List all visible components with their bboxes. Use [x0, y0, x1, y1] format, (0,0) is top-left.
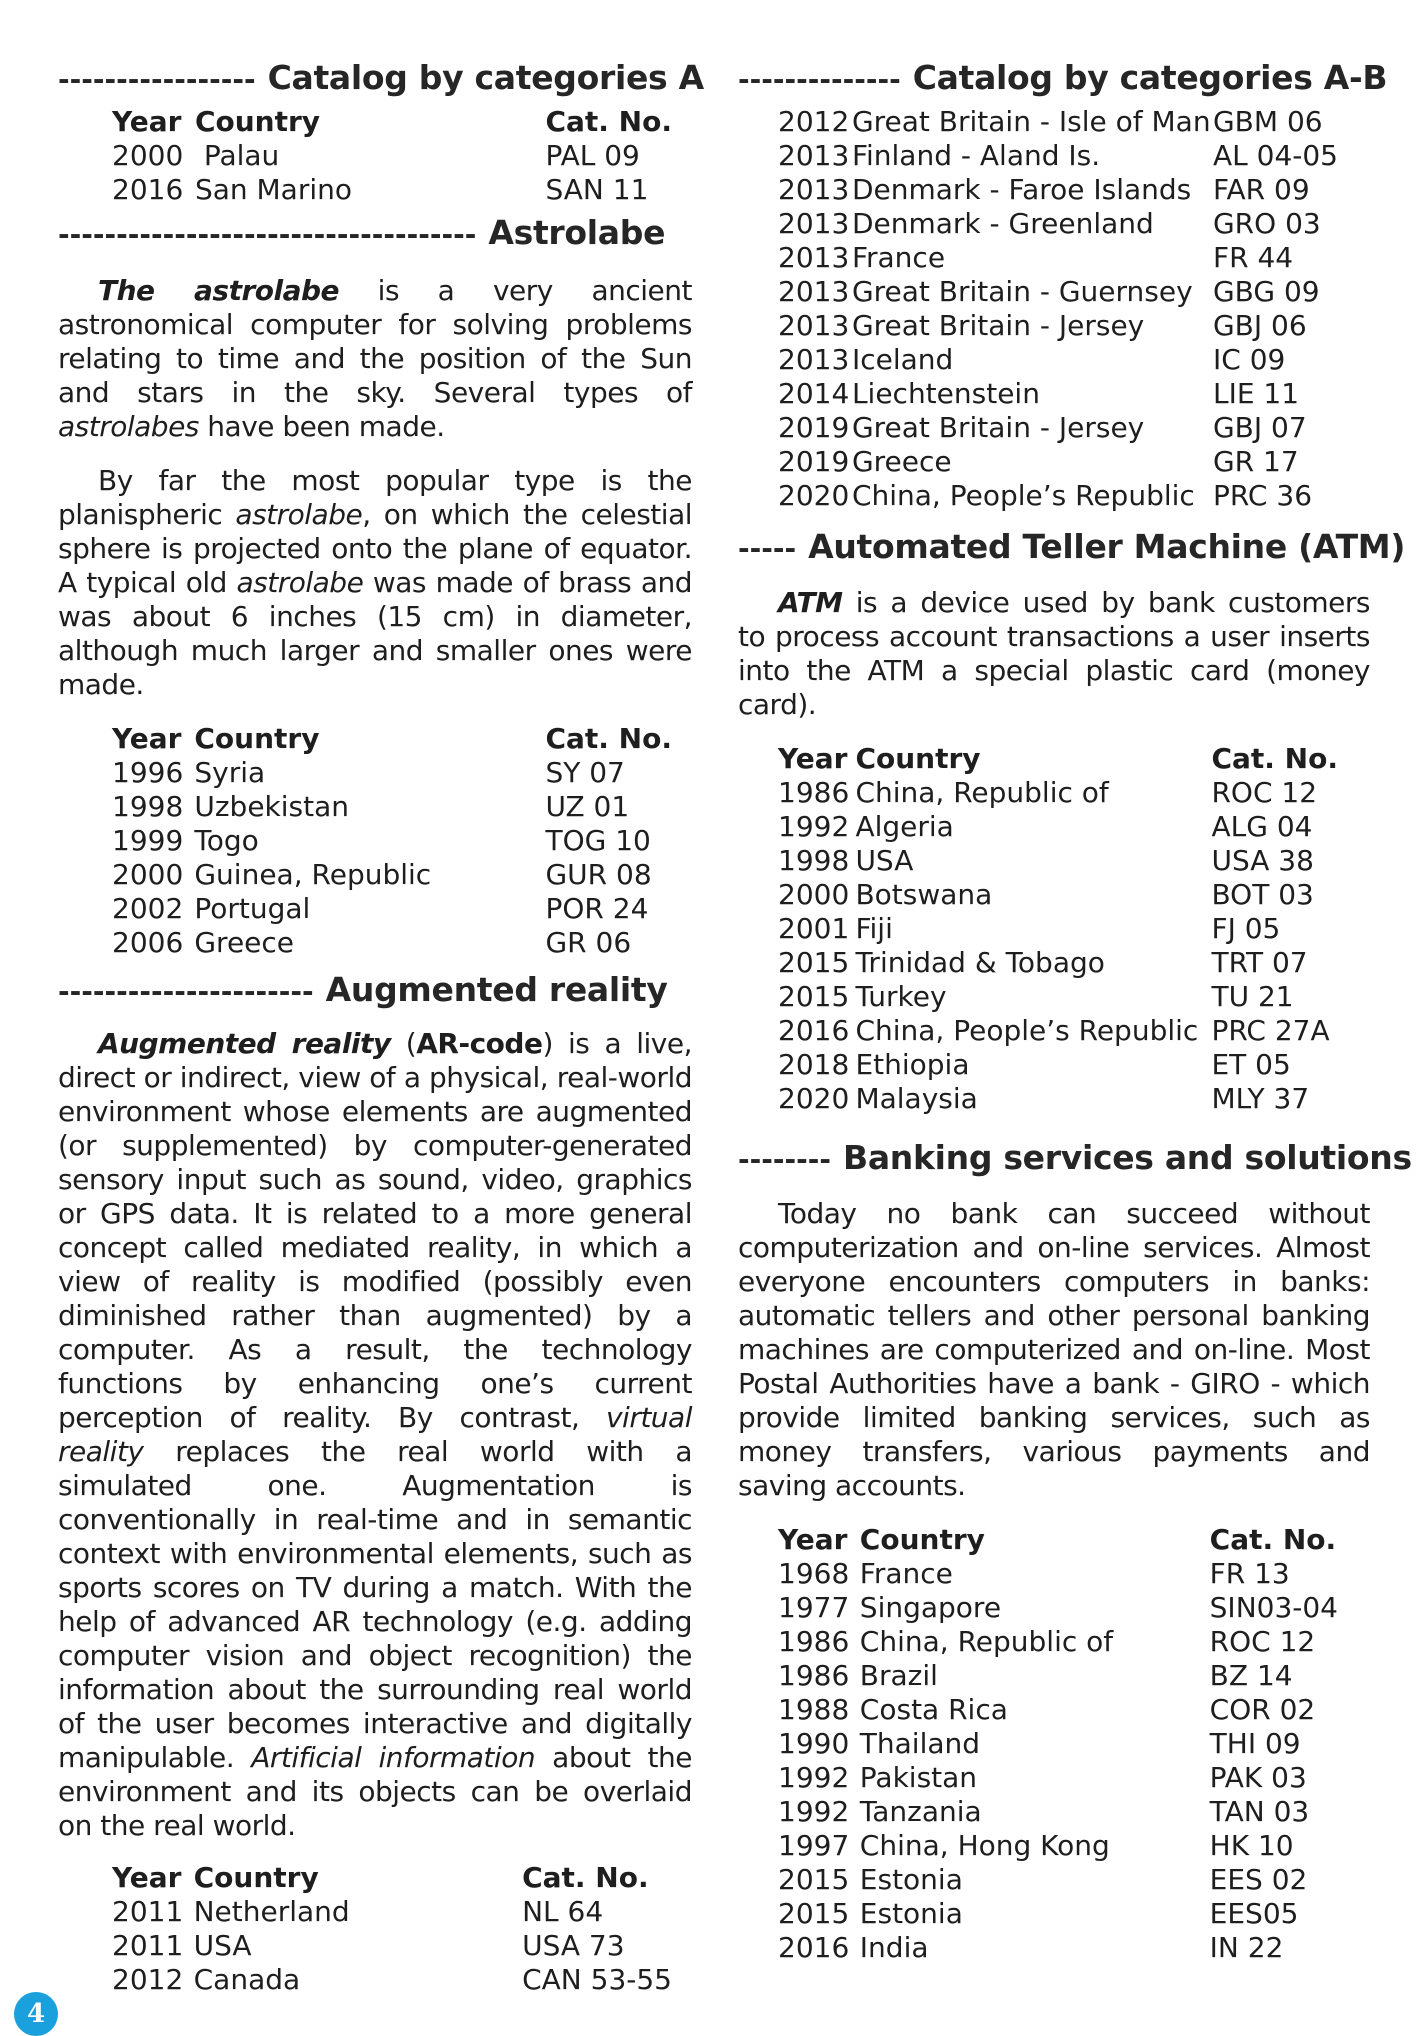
table-header-row — [112, 1861, 672, 1895]
text-run: is a very ancient astronomical computer for solving problems relating to time and the position of the Sun and stars in the sky. Several types of — [58, 274, 692, 409]
cell-year: 2013 — [778, 207, 850, 240]
cell-cat-no: BOT 03 — [1211, 878, 1314, 911]
right-column — [738, 58, 1412, 1965]
cell-cat-no: IC 09 — [1212, 343, 1286, 376]
cell-year: 2015 — [778, 1863, 850, 1896]
table-row — [778, 411, 1338, 445]
cell-country: Singapore — [859, 1591, 1002, 1624]
cell-cat-no: IN 22 — [1209, 1931, 1284, 1964]
table-row — [778, 980, 1338, 1014]
table-row — [112, 139, 672, 173]
table-row — [778, 810, 1338, 844]
cell-year: 2015 — [778, 946, 850, 979]
table-row — [778, 377, 1338, 411]
column-header-country: Country — [193, 1861, 319, 1894]
heading-dashes: ----- — [738, 532, 797, 565]
table-row — [778, 1557, 1338, 1591]
cell-country: Great Britain - Isle of Man — [851, 105, 1211, 138]
cell-country: Botswana — [855, 878, 993, 911]
column-header-year: Year — [778, 1523, 848, 1556]
banking-paragraph — [738, 1197, 1370, 1503]
cell-year: 2012 — [778, 105, 850, 138]
column-header-year: Year — [112, 105, 182, 138]
cell-country: India — [859, 1931, 929, 1964]
table-row — [112, 173, 672, 207]
table-header-row — [778, 742, 1338, 776]
cell-year: 2011 — [112, 1895, 184, 1928]
atm-paragraph — [738, 586, 1370, 722]
cell-country: USA — [855, 844, 914, 877]
table-row — [778, 1863, 1338, 1897]
cell-year: 1998 — [112, 790, 184, 823]
table-row — [112, 1963, 672, 1997]
table-row — [778, 878, 1338, 912]
cell-cat-no: AL 04-05 — [1212, 139, 1338, 172]
table-row — [778, 1693, 1338, 1727]
cell-year: 1997 — [778, 1829, 850, 1862]
cell-cat-no: TU 21 — [1211, 980, 1294, 1013]
text-run: replaces the real world with a simulated one. Augmentation is conventionally in real-time and in semantic context with environmental elements, such as sports scores on TV during a match. With the help of advanced AR technology (e.g. adding computer vision and object recognition) the information about the surrounding real world of the user becomes interactive and digitally manipulable. — [58, 1435, 692, 1774]
cell-year: 1968 — [778, 1557, 850, 1590]
cell-cat-no: USA 73 — [522, 1929, 625, 1962]
table-header-row — [778, 1523, 1338, 1557]
cell-country: Portugal — [194, 892, 311, 925]
cell-country: Liechtenstein — [851, 377, 1040, 410]
cell-year: 2015 — [778, 1897, 850, 1930]
text-run: about the environment and its objects can be overlaid on the real world. — [58, 1741, 693, 1842]
stamp-table-catalog-a-b — [778, 105, 1338, 513]
cell-year: 1986 — [778, 1659, 850, 1692]
heading-title: Augmented reality — [325, 970, 668, 1009]
heading-title: Catalog by categories A — [267, 58, 704, 97]
heading-title: Automated Teller Machine (ATM) — [808, 527, 1406, 566]
table-header-row — [112, 722, 672, 756]
cell-country: China, People’s Republic — [855, 1014, 1199, 1047]
cell-year: 2001 — [778, 912, 850, 945]
cell-year: 1996 — [112, 756, 184, 789]
table-row — [778, 1897, 1338, 1931]
astrolabe-paragraph-2 — [58, 464, 692, 702]
table-row — [112, 790, 672, 824]
cell-country: Thailand — [859, 1727, 981, 1760]
column-header-cat-no: Cat. No. — [1211, 742, 1338, 775]
cell-country: Great Britain - Guernsey — [851, 275, 1193, 308]
heading-title: Astrolabe — [488, 213, 666, 252]
cell-year: 1986 — [778, 1625, 850, 1658]
stamp-table-astrolabe — [112, 722, 672, 960]
cell-cat-no: ALG 04 — [1211, 810, 1313, 843]
table-row — [778, 844, 1338, 878]
column-header-year: Year — [112, 1861, 182, 1894]
cell-year: 1999 — [112, 824, 184, 857]
cell-country: Estonia — [859, 1897, 963, 1930]
cell-cat-no: EES05 — [1209, 1897, 1299, 1930]
cell-cat-no: FR 13 — [1209, 1557, 1290, 1590]
cell-year: 2006 — [112, 926, 184, 959]
term-artificial-information: Artificial information — [251, 1741, 536, 1774]
cell-cat-no: HK 10 — [1209, 1829, 1294, 1862]
cell-year: 2020 — [778, 1082, 850, 1115]
table-header-row — [112, 105, 672, 139]
table-row — [112, 1929, 672, 1963]
table-row — [778, 1761, 1338, 1795]
cell-country: Greece — [851, 445, 952, 478]
cell-cat-no: NL 64 — [522, 1895, 604, 1928]
cell-cat-no: GBJ 07 — [1212, 411, 1307, 444]
cell-country: Denmark - Faroe Islands — [851, 173, 1192, 206]
cell-cat-no: MLY 37 — [1211, 1082, 1310, 1115]
cell-year: 1988 — [778, 1693, 850, 1726]
cell-cat-no: ROC 12 — [1211, 776, 1318, 809]
table-row — [778, 241, 1338, 275]
cell-year: 2013 — [778, 309, 850, 342]
table-row — [778, 1625, 1338, 1659]
heading-title: Catalog by categories A-B — [912, 58, 1388, 97]
table-row — [778, 1727, 1338, 1761]
table-row — [778, 1829, 1338, 1863]
table-row — [778, 1659, 1338, 1693]
column-header-cat-no: Cat. No. — [545, 722, 672, 755]
text-run: have been made. — [198, 410, 445, 443]
stamp-table-augmented-reality — [112, 1861, 672, 1997]
term-virtual-reality: virtual reality — [58, 1401, 692, 1468]
cell-cat-no: SY 07 — [545, 756, 625, 789]
cell-cat-no: UZ 01 — [545, 790, 630, 823]
text-run: ) is a live, direct or indirect, view of a physical, real-world environment whose elements are augmented (or supplemented) by computer-generated sensory input such as sound, video, graphics or GPS data. It is related to a more general concept called mediated reality, in which a view of reality is modified (possibly even diminished rather than augmented) by a computer. As a result, the technology functions by enhancing one’s current perception of reality. By contrast, — [58, 1027, 693, 1434]
table-row — [778, 343, 1338, 377]
cell-year: 2000 — [112, 858, 184, 891]
cell-country: Pakistan — [859, 1761, 978, 1794]
table-row — [112, 1895, 672, 1929]
column-header-country: Country — [194, 722, 320, 755]
cell-cat-no: CAN 53-55 — [522, 1963, 672, 1996]
cell-cat-no: ROC 12 — [1209, 1625, 1316, 1658]
cell-year: 2015 — [778, 980, 850, 1013]
cell-cat-no: PRC 36 — [1212, 479, 1313, 512]
table-row — [778, 912, 1338, 946]
cell-country: Brazil — [859, 1659, 938, 1692]
cell-country: Netherland — [193, 1895, 350, 1928]
cell-year: 2000 — [778, 878, 850, 911]
table-row — [778, 445, 1338, 479]
cell-country: Malaysia — [855, 1082, 978, 1115]
cell-country: Palau — [194, 139, 280, 172]
page-number-badge: 4 — [14, 1992, 58, 2036]
table-row — [112, 892, 672, 926]
table-row — [112, 926, 672, 960]
cell-year: 1977 — [778, 1591, 850, 1624]
heading-dashes: ------------------------------------ — [58, 218, 477, 251]
cell-year: 1992 — [778, 1761, 850, 1794]
term-astrolabe: astrolabe — [235, 498, 363, 531]
cell-country: Fiji — [855, 912, 893, 945]
cell-country: China, Hong Kong — [859, 1829, 1110, 1862]
section-heading-augmented-reality — [58, 970, 692, 1009]
cell-year: 2013 — [778, 241, 850, 274]
table-row — [778, 1082, 1338, 1116]
cell-cat-no: ET 05 — [1211, 1048, 1291, 1081]
cell-country: Turkey — [855, 980, 947, 1013]
table-row — [112, 824, 672, 858]
cell-cat-no: SAN 11 — [545, 173, 649, 206]
cell-country: France — [859, 1557, 953, 1590]
cell-country: Uzbekistan — [194, 790, 350, 823]
cell-country: Costa Rica — [859, 1693, 1008, 1726]
table-row — [778, 1795, 1338, 1829]
cell-cat-no: PAL 09 — [545, 139, 640, 172]
column-header-country: Country — [859, 1523, 985, 1556]
term-astrolabe: astrolabe — [236, 566, 364, 599]
left-column — [58, 58, 704, 1997]
cell-country: Estonia — [859, 1863, 963, 1896]
text-run: Today no bank can succeed without computerization and on-line services. Almost everyone encounters computers in banks: automatic tellers and other personal banking machines are computerized and on-line. Most Postal Authorities have a bank - GIRO - which provide limited banking services, such as money transfers, various payments and saving accounts. — [738, 1197, 1370, 1502]
cell-country: Guinea, Republic — [194, 858, 432, 891]
cell-cat-no: TAN 03 — [1209, 1795, 1310, 1828]
cell-country: USA — [193, 1929, 252, 1962]
cell-cat-no: FAR 09 — [1212, 173, 1310, 206]
term-ar-code: AR-code — [416, 1027, 543, 1060]
cell-year: 2020 — [778, 479, 850, 512]
cell-year: 2013 — [778, 173, 850, 206]
table-row — [778, 479, 1338, 513]
table-row — [778, 946, 1338, 980]
table-row — [778, 1048, 1338, 1082]
cell-cat-no: USA 38 — [1211, 844, 1314, 877]
cell-year: 2014 — [778, 377, 850, 410]
cell-year: 2019 — [778, 411, 850, 444]
cell-year: 2016 — [112, 173, 184, 206]
cell-country: China, Republic of — [859, 1625, 1114, 1658]
table-row — [778, 1591, 1338, 1625]
cell-country: China, Republic of — [855, 776, 1109, 809]
column-header-cat-no: Cat. No. — [522, 1861, 649, 1894]
table-row — [778, 1014, 1338, 1048]
table-row — [778, 275, 1338, 309]
cell-country: Syria — [194, 756, 266, 789]
column-header-year: Year — [778, 742, 848, 775]
cell-cat-no: GBJ 06 — [1212, 309, 1307, 342]
column-header-country: Country — [194, 105, 321, 138]
cell-year: 1992 — [778, 1795, 850, 1828]
cell-country: Great Britain - Jersey — [851, 411, 1145, 444]
stamp-table-atm — [778, 742, 1338, 1116]
table-row — [778, 309, 1338, 343]
text-run: was made of brass and was about 6 inches (15 cm) in diameter, although much larger and smaller ones were made. — [58, 566, 692, 701]
cell-country: Tanzania — [859, 1795, 982, 1828]
cell-cat-no: THI 09 — [1209, 1727, 1301, 1760]
table-row — [778, 173, 1338, 207]
section-heading-astrolabe — [58, 213, 692, 252]
cell-cat-no: GRO 03 — [1212, 207, 1321, 240]
column-header-cat-no: Cat. No. — [545, 105, 672, 138]
section-heading-atm — [738, 527, 1406, 566]
table-row — [778, 776, 1338, 810]
term-augmented-reality: Augmented reality — [98, 1027, 391, 1060]
cell-year: 2016 — [778, 1931, 850, 1964]
cell-country: Iceland — [851, 343, 954, 376]
cell-year: 1998 — [778, 844, 850, 877]
cell-cat-no: TOG 10 — [545, 824, 651, 857]
heading-title: Banking services and solutions — [842, 1138, 1412, 1177]
stamp-table-catalog-a — [112, 105, 672, 207]
cell-year: 2011 — [112, 1929, 184, 1962]
cell-country: Greece — [194, 926, 295, 959]
column-header-country: Country — [855, 742, 981, 775]
column-header-cat-no: Cat. No. — [1209, 1523, 1337, 1556]
cell-country: Algeria — [855, 810, 954, 843]
heading-dashes: ---------------------- — [58, 975, 314, 1008]
term-atm: ATM — [778, 586, 843, 619]
section-heading-catalog-a — [58, 58, 704, 97]
column-header-year: Year — [112, 722, 182, 755]
cell-year: 2000 — [112, 139, 184, 172]
cell-cat-no: FR 44 — [1212, 241, 1294, 274]
table-row — [778, 105, 1338, 139]
table-row — [112, 858, 672, 892]
cell-cat-no: GR 17 — [1212, 445, 1299, 478]
cell-year: 2013 — [778, 139, 850, 172]
heading-dashes: -------- — [738, 1143, 831, 1176]
cell-cat-no: POR 24 — [545, 892, 649, 925]
cell-cat-no: FJ 05 — [1211, 912, 1281, 945]
cell-cat-no: PRC 27A — [1211, 1014, 1330, 1047]
cell-country: Togo — [194, 824, 259, 857]
cell-country: Denmark - Greenland — [851, 207, 1154, 240]
section-heading-catalog-a-b — [738, 58, 1388, 97]
cell-country: Great Britain - Jersey — [851, 309, 1145, 342]
cell-cat-no: GR 06 — [545, 926, 632, 959]
cell-cat-no: EES 02 — [1209, 1863, 1308, 1896]
cell-year: 2018 — [778, 1048, 850, 1081]
cell-cat-no: GBM 06 — [1212, 105, 1323, 138]
cell-country: Finland - Aland Is. — [851, 139, 1101, 172]
term-astrolabes: astrolabes — [58, 410, 199, 443]
table-row — [778, 1931, 1338, 1965]
cell-country: San Marino — [194, 173, 352, 206]
cell-country: Trinidad & Tobago — [855, 946, 1105, 979]
cell-cat-no: TRT 07 — [1211, 946, 1308, 979]
cell-year: 2013 — [778, 275, 850, 308]
cell-cat-no: GBG 09 — [1212, 275, 1320, 308]
cell-cat-no: BZ 14 — [1209, 1659, 1293, 1692]
astrolabe-paragraph-1 — [58, 274, 692, 444]
table-row — [112, 756, 672, 790]
augmented-reality-paragraph — [58, 1027, 692, 1843]
cell-year: 1992 — [778, 810, 850, 843]
text-run: is a device used by bank customers to process account transactions a user inserts into the ATM a special plastic card (money card). — [738, 586, 1370, 721]
cell-year: 2013 — [778, 343, 850, 376]
cell-cat-no: GUR 08 — [545, 858, 652, 891]
cell-country: Canada — [193, 1963, 301, 1996]
cell-year: 2019 — [778, 445, 850, 478]
text-run: ( — [390, 1027, 417, 1060]
heading-dashes: -------------- — [738, 63, 901, 96]
heading-dashes: ----------------- — [58, 63, 256, 96]
text-run: , on which the celestial sphere is projected onto the plane of equator. A typical old — [58, 498, 693, 599]
cell-year: 2016 — [778, 1014, 850, 1047]
cell-year: 1990 — [778, 1727, 850, 1760]
cell-country: France — [851, 241, 946, 274]
stamp-table-banking — [778, 1523, 1338, 1965]
table-row — [778, 139, 1338, 173]
cell-cat-no: COR 02 — [1209, 1693, 1316, 1726]
term-astrolabe: The astrolabe — [98, 274, 340, 307]
cell-cat-no: LIE 11 — [1212, 377, 1300, 410]
cell-cat-no: SIN03-04 — [1209, 1591, 1338, 1624]
cell-country: China, People’s Republic — [851, 479, 1195, 512]
cell-year: 2012 — [112, 1963, 184, 1996]
cell-year: 2002 — [112, 892, 184, 925]
table-row — [778, 207, 1338, 241]
section-heading-banking — [738, 1138, 1412, 1177]
text-run: By far the most popular type is the planispheric — [58, 464, 692, 531]
cell-country: Ethiopia — [855, 1048, 970, 1081]
cell-cat-no: PAK 03 — [1209, 1761, 1307, 1794]
cell-year: 1986 — [778, 776, 850, 809]
